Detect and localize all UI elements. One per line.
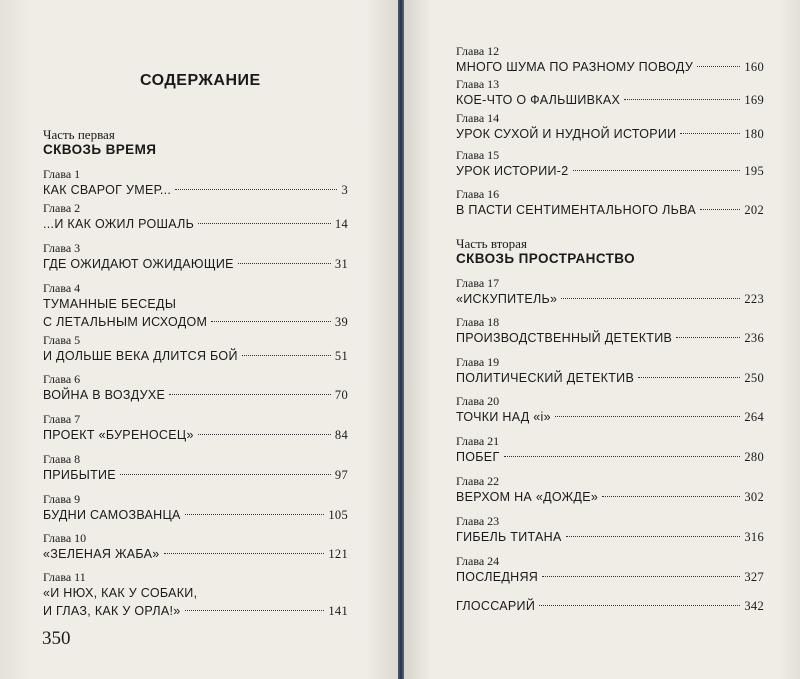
chapter-page: 70 <box>334 388 348 402</box>
dot-leader <box>573 170 741 171</box>
toc-entry <box>43 281 348 331</box>
dot-leader <box>242 355 331 356</box>
chapter-title: ...И КАК ОЖИЛ РОШАЛЬ <box>43 217 195 231</box>
dot-leader <box>697 66 740 67</box>
part-two-title: СКВОЗЬ ПРОСТРАНСТВО <box>456 251 635 266</box>
chapter-title: УРОК ИСТОРИИ-2 <box>456 164 569 178</box>
chapter-label: Глава 17 <box>456 276 500 290</box>
chapter-label: Глава 12 <box>456 44 500 58</box>
chapter-title: ВЕРХОМ НА «ДОЖДЕ» <box>456 490 599 504</box>
toc-entry <box>43 412 348 444</box>
dot-leader <box>542 576 740 577</box>
chapter-label: Глава 21 <box>456 434 500 448</box>
part-two-label: Часть вторая <box>456 236 527 251</box>
dot-leader <box>700 209 740 210</box>
toc-entry <box>43 333 348 365</box>
dot-leader <box>211 321 331 322</box>
chapter-title-line1: «И НЮХ, КАК У СОБАКИ, <box>43 586 198 600</box>
part-one-title: СКВОЗЬ ВРЕМЯ <box>43 142 157 157</box>
toc-entry <box>456 554 764 586</box>
toc-entry <box>43 372 348 404</box>
chapter-title: ПРОЕКТ «БУРЕНОСЕЦ» <box>43 428 194 442</box>
chapter-label: Глава 10 <box>43 531 87 545</box>
toc-entry <box>456 434 764 466</box>
toc-entry <box>43 452 348 484</box>
dot-leader <box>198 223 331 224</box>
dot-leader <box>680 133 740 134</box>
chapter-title: ПОСЛЕДНЯЯ <box>456 570 539 584</box>
chapter-page: 223 <box>744 292 764 306</box>
chapter-page: 39 <box>334 315 348 329</box>
chapter-label: Глава 24 <box>456 554 500 568</box>
page-number: 350 <box>42 628 71 649</box>
chapter-page: 51 <box>334 349 348 363</box>
chapter-page: 195 <box>744 164 764 178</box>
chapter-page: 302 <box>744 490 764 504</box>
toc-entry <box>456 44 764 76</box>
chapter-title: КОЕ-ЧТО О ФАЛЬШИВКАХ <box>456 93 621 107</box>
glossary-title: ГЛОССАРИЙ <box>456 599 536 613</box>
chapter-page: 169 <box>744 93 764 107</box>
chapter-title: «ЗЕЛЕНАЯ ЖАБА» <box>43 547 160 561</box>
chapter-label: Глава 13 <box>456 77 500 91</box>
dot-leader <box>602 496 740 497</box>
toc-entry <box>456 77 764 109</box>
toc-entry <box>456 474 764 506</box>
chapter-title: ПРОИЗВОДСТВЕННЫЙ ДЕТЕКТИВ <box>456 331 673 345</box>
chapter-title: ПРИБЫТИЕ <box>43 468 116 482</box>
toc-entry <box>456 394 764 426</box>
chapter-label: Глава 11 <box>43 570 86 584</box>
chapter-label: Глава 5 <box>43 333 81 347</box>
chapter-title: ПОБЕГ <box>456 450 500 464</box>
chapter-page: 180 <box>744 127 764 141</box>
toc-entry <box>456 276 764 308</box>
chapter-page: 160 <box>744 60 764 74</box>
dot-leader <box>566 536 741 537</box>
dot-leader <box>638 377 740 378</box>
chapter-page: 264 <box>744 410 764 424</box>
chapter-page: 3 <box>341 183 348 197</box>
glossary-page: 342 <box>744 599 764 613</box>
chapter-title: УРОК СУХОЙ И НУДНОЙ ИСТОРИИ <box>456 127 677 141</box>
chapter-page: 97 <box>334 468 348 482</box>
chapter-title: ВОЙНА В ВОЗДУХЕ <box>43 388 166 402</box>
dot-leader <box>238 263 331 264</box>
chapter-page: 14 <box>334 217 348 231</box>
chapter-label: Глава 15 <box>456 148 500 162</box>
chapter-page: 141 <box>328 604 348 618</box>
dot-leader <box>676 337 740 338</box>
dot-leader <box>169 394 331 395</box>
chapter-label: Глава 14 <box>456 111 500 125</box>
toc-entry <box>456 355 764 387</box>
dot-leader <box>198 434 331 435</box>
chapter-title: БУДНИ САМОЗВАНЦА <box>43 508 181 522</box>
toc-entry <box>43 570 348 620</box>
dot-leader <box>561 298 740 299</box>
chapter-page: 202 <box>744 203 764 217</box>
chapter-title: КАК СВАРОГ УМЕР... <box>43 183 172 197</box>
dot-leader <box>185 610 325 611</box>
chapter-label: Глава 19 <box>456 355 500 369</box>
toc-entry-glossary <box>456 597 764 615</box>
chapter-title: ТОЧКИ НАД «i» <box>456 410 551 424</box>
chapter-title-line1: ТУМАННЫЕ БЕСЕДЫ <box>43 297 177 311</box>
chapter-title: В ПАСТИ СЕНТИМЕНТАЛЬНОГО ЛЬВА <box>456 203 696 217</box>
toc-entry <box>43 241 348 273</box>
chapter-label: Глава 6 <box>43 372 81 386</box>
dot-leader <box>185 514 325 515</box>
dot-leader <box>164 553 325 554</box>
chapter-title: ГДЕ ОЖИДАЮТ ОЖИДАЮЩИЕ <box>43 257 234 271</box>
toc-entry <box>456 187 764 219</box>
chapter-label: Глава 8 <box>43 452 81 466</box>
dot-leader <box>624 99 740 100</box>
toc-entry <box>456 315 764 347</box>
toc-entry <box>456 514 764 546</box>
chapter-page: 84 <box>334 428 348 442</box>
chapter-label: Глава 4 <box>43 281 81 295</box>
chapter-label: Глава 7 <box>43 412 81 426</box>
toc-entry <box>456 111 764 143</box>
dot-leader <box>175 189 337 190</box>
chapter-label: Глава 9 <box>43 492 81 506</box>
dot-leader <box>504 456 741 457</box>
chapter-label: Глава 2 <box>43 201 81 215</box>
chapter-title: ГИБЕЛЬ ТИТАНА <box>456 530 562 544</box>
chapter-title: МНОГО ШУМА ПО РАЗНОМУ ПОВОДУ <box>456 60 694 74</box>
chapter-page: 236 <box>744 331 764 345</box>
chapter-label: Глава 3 <box>43 241 81 255</box>
part-one-label: Часть первая <box>43 127 115 142</box>
chapter-title: «ИСКУПИТЕЛЬ» <box>456 292 558 306</box>
chapter-title: И ДОЛЬШЕ ВЕКА ДЛИТСЯ БОЙ <box>43 349 238 363</box>
toc-entry <box>43 531 348 563</box>
dot-leader <box>539 605 740 606</box>
chapter-label: Глава 1 <box>43 167 81 181</box>
dot-leader <box>555 416 740 417</box>
chapter-page: 316 <box>744 530 764 544</box>
toc-entry <box>43 201 348 233</box>
chapter-page: 31 <box>334 257 348 271</box>
chapter-label: Глава 23 <box>456 514 500 528</box>
chapter-title: И ГЛАЗ, КАК У ОРЛА!» <box>43 604 181 618</box>
dot-leader <box>120 474 331 475</box>
chapter-page: 327 <box>744 570 764 584</box>
chapter-label: Глава 20 <box>456 394 500 408</box>
chapter-label: Глава 16 <box>456 187 500 201</box>
chapter-page: 250 <box>744 371 764 385</box>
toc-entry <box>456 148 764 180</box>
toc-entry <box>43 167 348 199</box>
chapter-page: 121 <box>328 547 348 561</box>
chapter-title: ПОЛИТИЧЕСКИЙ ДЕТЕКТИВ <box>456 371 635 385</box>
chapter-page: 105 <box>328 508 348 522</box>
chapter-title: С ЛЕТАЛЬНЫМ ИСХОДОМ <box>43 315 208 329</box>
toc-entry <box>43 492 348 524</box>
toc-heading: СОДЕРЖАНИЕ <box>140 72 261 89</box>
chapter-label: Глава 22 <box>456 474 500 488</box>
chapter-label: Глава 18 <box>456 315 500 329</box>
chapter-page: 280 <box>744 450 764 464</box>
